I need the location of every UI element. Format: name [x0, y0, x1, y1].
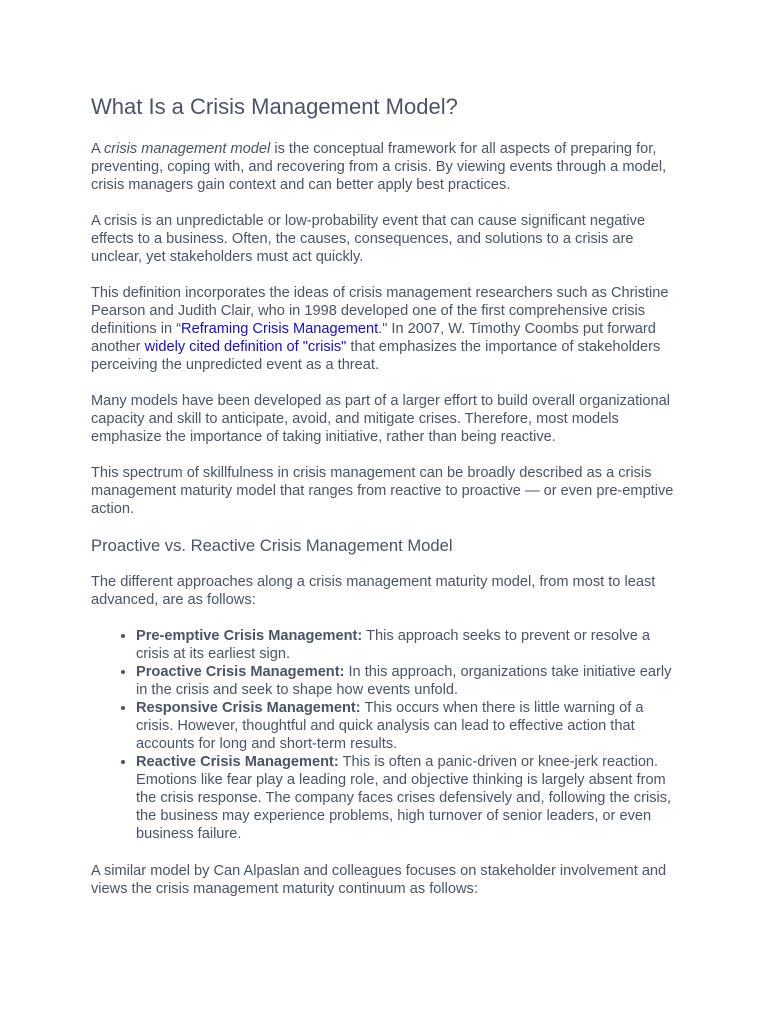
paragraph-spectrum: This spectrum of skillfulness in crisis management can be broadly described as a crisis management maturity model that ranges from reactive to proactive — or even pre-emptive action. [91, 465, 674, 517]
intro-term: crisis management model [103, 141, 271, 157]
list-item [136, 753, 681, 843]
paragraph-models: Many models have been developed as part of a larger effort to build overall organizational capacity and skill to anticipate, avoid, and mitigate crises. Therefore, most models emphasize the importance of taking initiative, rather than being reactive. [91, 393, 670, 445]
paragraph-crisis-definition: A crisis is an unpredictable or low-probability event that can cause significant negative effects to a business. Often, the causes, consequences, and solutions to a crisis are unclear, yet stakeholders must act quickly. [91, 213, 646, 265]
list-item-label: Proactive Crisis Management: [136, 664, 345, 680]
list-item-text: This occurs when there is little warning of a crisis. However, thoughtful and quick analysis can lead to effective action that accounts for long and short-term results. [136, 700, 644, 752]
list-item [136, 663, 681, 699]
paragraph-approaches: The different approaches along a crisis management maturity model, from most to least advanced, are as follows: [91, 574, 656, 608]
paragraph-similar-model: A similar model by Can Alpaslan and colleagues focuses on stakeholder involvement and views the crisis management maturity continuum as follows: [91, 863, 667, 897]
list-item [136, 627, 681, 663]
list-item-label: Reactive Crisis Management: [136, 754, 339, 770]
intro-rest: is the conceptual framework for all aspects of preparing for, preventing, coping with, and recovering from a crisis. By viewing events through a model, crisis managers gain context and can better apply best practices. [91, 141, 667, 193]
link-crisis-definition[interactable]: widely cited definition of "crisis" [144, 339, 347, 355]
section-heading: Proactive vs. Reactive Crisis Management Model [91, 536, 453, 555]
list-item-label: Responsive Crisis Management: [136, 700, 361, 716]
list-item-text: This approach seeks to prevent or resolve a crisis at its earliest sign. [136, 628, 650, 662]
link-reframing-crisis-management[interactable]: Reframing Crisis Management [181, 321, 379, 337]
researchers-text-3: that emphasizes the importance of stakeholders perceiving the unpredicted event as a threat. [91, 339, 661, 373]
list-item [136, 699, 681, 753]
list-item-label: Pre-emptive Crisis Management: [136, 628, 363, 644]
page-title: What Is a Crisis Management Model? [91, 94, 458, 119]
list-item-text: In this approach, organizations take initiative early in the crisis and seek to shape how events unfold. [136, 664, 672, 698]
intro-lead: A [91, 141, 104, 157]
paragraph-intro [91, 140, 681, 194]
researchers-text-2: ." In 2007, W. Timothy Coombs put forward another [91, 321, 656, 355]
approaches-list [91, 627, 681, 843]
researchers-text-1: This definition incorporates the ideas of crisis management researchers such as Christine Pearson and Judith Clair, who in 1998 developed one of the first comprehensive crisis definitions in “ [91, 285, 669, 337]
paragraph-researchers [91, 284, 681, 374]
document-page [91, 92, 681, 916]
list-item-text: This is often a panic-driven or knee-jerk reaction. Emotions like fear play a leading role, and objective thinking is largely absent from the crisis response. The company faces crises defensively and, following the crisis, the business may experience problems, high turnover of senior leaders, or even business failure. [136, 754, 672, 842]
